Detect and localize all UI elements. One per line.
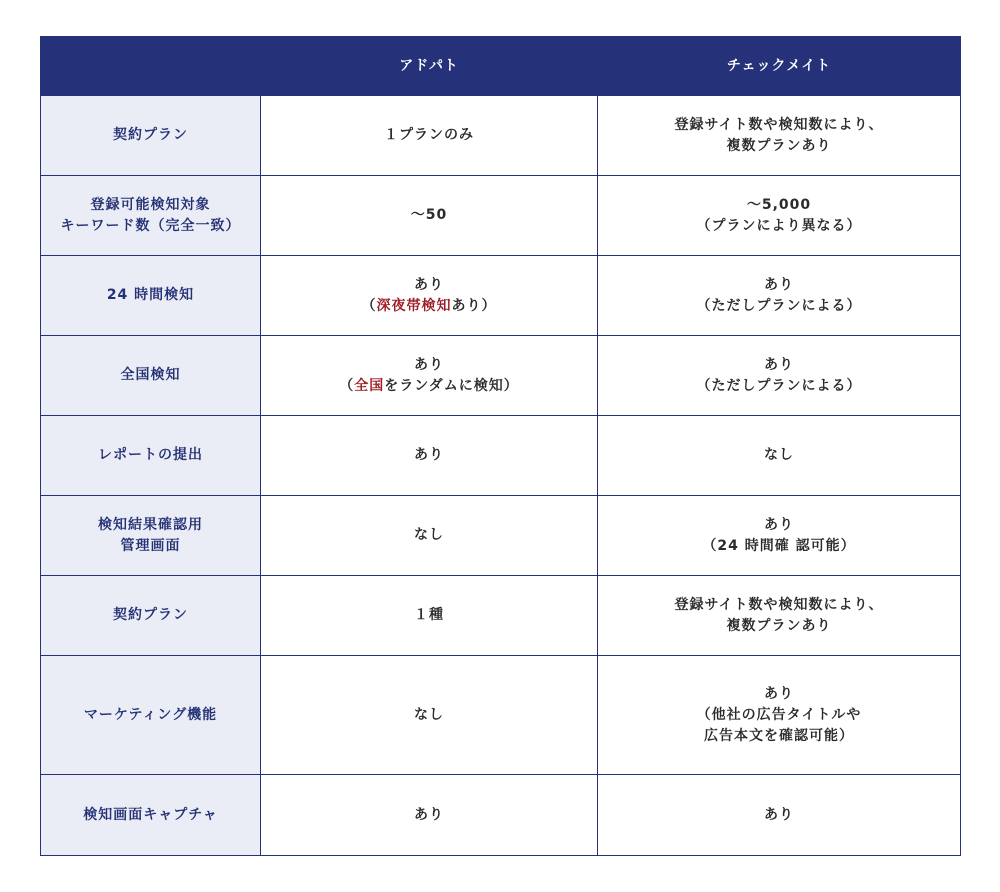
checkmate-value: あり [764, 516, 794, 533]
checkmate-cell [598, 576, 961, 656]
table-row [41, 96, 961, 176]
table-row [41, 576, 961, 656]
row-label [41, 256, 261, 336]
header-checkmate: チェックメイト [598, 37, 961, 96]
checkmate-value: 複数プランあり [726, 137, 832, 154]
row-label-line: 検知画面キャプチャ [83, 806, 218, 823]
checkmate-value: （ただしプランによる） [696, 377, 862, 394]
row-label-line: 契約プラン [113, 127, 188, 143]
adpato-cell [261, 775, 598, 856]
row-label-line: 契約プラン [113, 607, 188, 623]
adpato-cell [261, 416, 598, 496]
checkmate-value: 登録サイト数や検知数により、 [674, 116, 884, 133]
checkmate-value: （ただしプランによる） [696, 297, 862, 314]
adpato-cell [261, 176, 598, 256]
row-label-line: 登録可能検知対象 [90, 196, 211, 213]
checkmate-cell [598, 176, 961, 256]
checkmate-value: （24 時間確 認可能） [702, 537, 856, 554]
checkmate-value: あり [764, 685, 794, 702]
header-adpato: アドパト [261, 37, 598, 96]
row-label-line: キーワード数（完全一致） [60, 217, 241, 234]
adpato-value: ～50 [410, 207, 448, 223]
adpato-value: あり [414, 806, 444, 823]
checkmate-value: あり [764, 276, 794, 293]
table-row [41, 416, 961, 496]
row-label-line: 24 時間検知 [106, 287, 195, 303]
row-label [41, 656, 261, 775]
row-label [41, 416, 261, 496]
checkmate-value: （プランにより異なる） [696, 217, 862, 234]
row-label [41, 576, 261, 656]
row-label [41, 176, 261, 256]
adpato-value: なし [414, 527, 444, 543]
checkmate-cell [598, 256, 961, 336]
paren-open: （ [361, 297, 377, 314]
adpato-cell [261, 96, 598, 176]
table-row [41, 256, 961, 336]
adpato-cell [261, 656, 598, 775]
checkmate-value: 登録サイト数や検知数により、 [674, 596, 884, 613]
checkmate-value: 複数プランあり [726, 617, 832, 634]
checkmate-cell [598, 656, 961, 775]
adpato-value: なし [414, 706, 444, 723]
adpato-value: あり [414, 356, 444, 373]
row-label-line: マーケティング機能 [83, 706, 218, 723]
row-label [41, 96, 261, 176]
adpato-value: １プランのみ [384, 127, 474, 143]
adpato-cell [261, 576, 598, 656]
comparison-table [40, 36, 961, 856]
checkmate-value: 広告本文を確認可能） [704, 727, 854, 744]
row-label-line: レポートの提出 [98, 447, 203, 463]
adpato-value-note [269, 296, 589, 317]
checkmate-cell [598, 496, 961, 576]
note-rest: をランダムに検知） [384, 377, 519, 394]
row-label [41, 496, 261, 576]
adpato-value: １種 [414, 607, 444, 623]
row-label-line: 検知結果確認用 [98, 516, 203, 533]
table-row [41, 775, 961, 856]
checkmate-value: ～5,000 [746, 196, 812, 213]
paren-open: （ [339, 377, 355, 394]
checkmate-value: なし [764, 447, 794, 463]
adpato-cell [261, 336, 598, 416]
checkmate-value: （他社の広告タイトルや [696, 706, 862, 723]
note-rest: あり） [451, 297, 497, 314]
row-label [41, 336, 261, 416]
row-label [41, 775, 261, 856]
table-row [41, 496, 961, 576]
checkmate-cell [598, 416, 961, 496]
adpato-value-note [269, 376, 589, 397]
highlight-text: 深夜帯検知 [376, 297, 452, 314]
checkmate-value: あり [764, 806, 794, 823]
checkmate-cell [598, 96, 961, 176]
highlight-text: 全国 [354, 377, 385, 394]
row-label-line: 管理画面 [120, 537, 181, 554]
adpato-value: あり [414, 276, 444, 293]
checkmate-cell [598, 336, 961, 416]
adpato-value: あり [414, 447, 444, 463]
adpato-cell [261, 496, 598, 576]
row-label-line: 全国検知 [120, 367, 181, 383]
checkmate-value: あり [764, 356, 794, 373]
header-empty-cell [41, 37, 261, 96]
table-row [41, 656, 961, 775]
table-row [41, 336, 961, 416]
adpato-cell [261, 256, 598, 336]
checkmate-cell [598, 775, 961, 856]
header-row [41, 37, 961, 96]
table-row [41, 176, 961, 256]
